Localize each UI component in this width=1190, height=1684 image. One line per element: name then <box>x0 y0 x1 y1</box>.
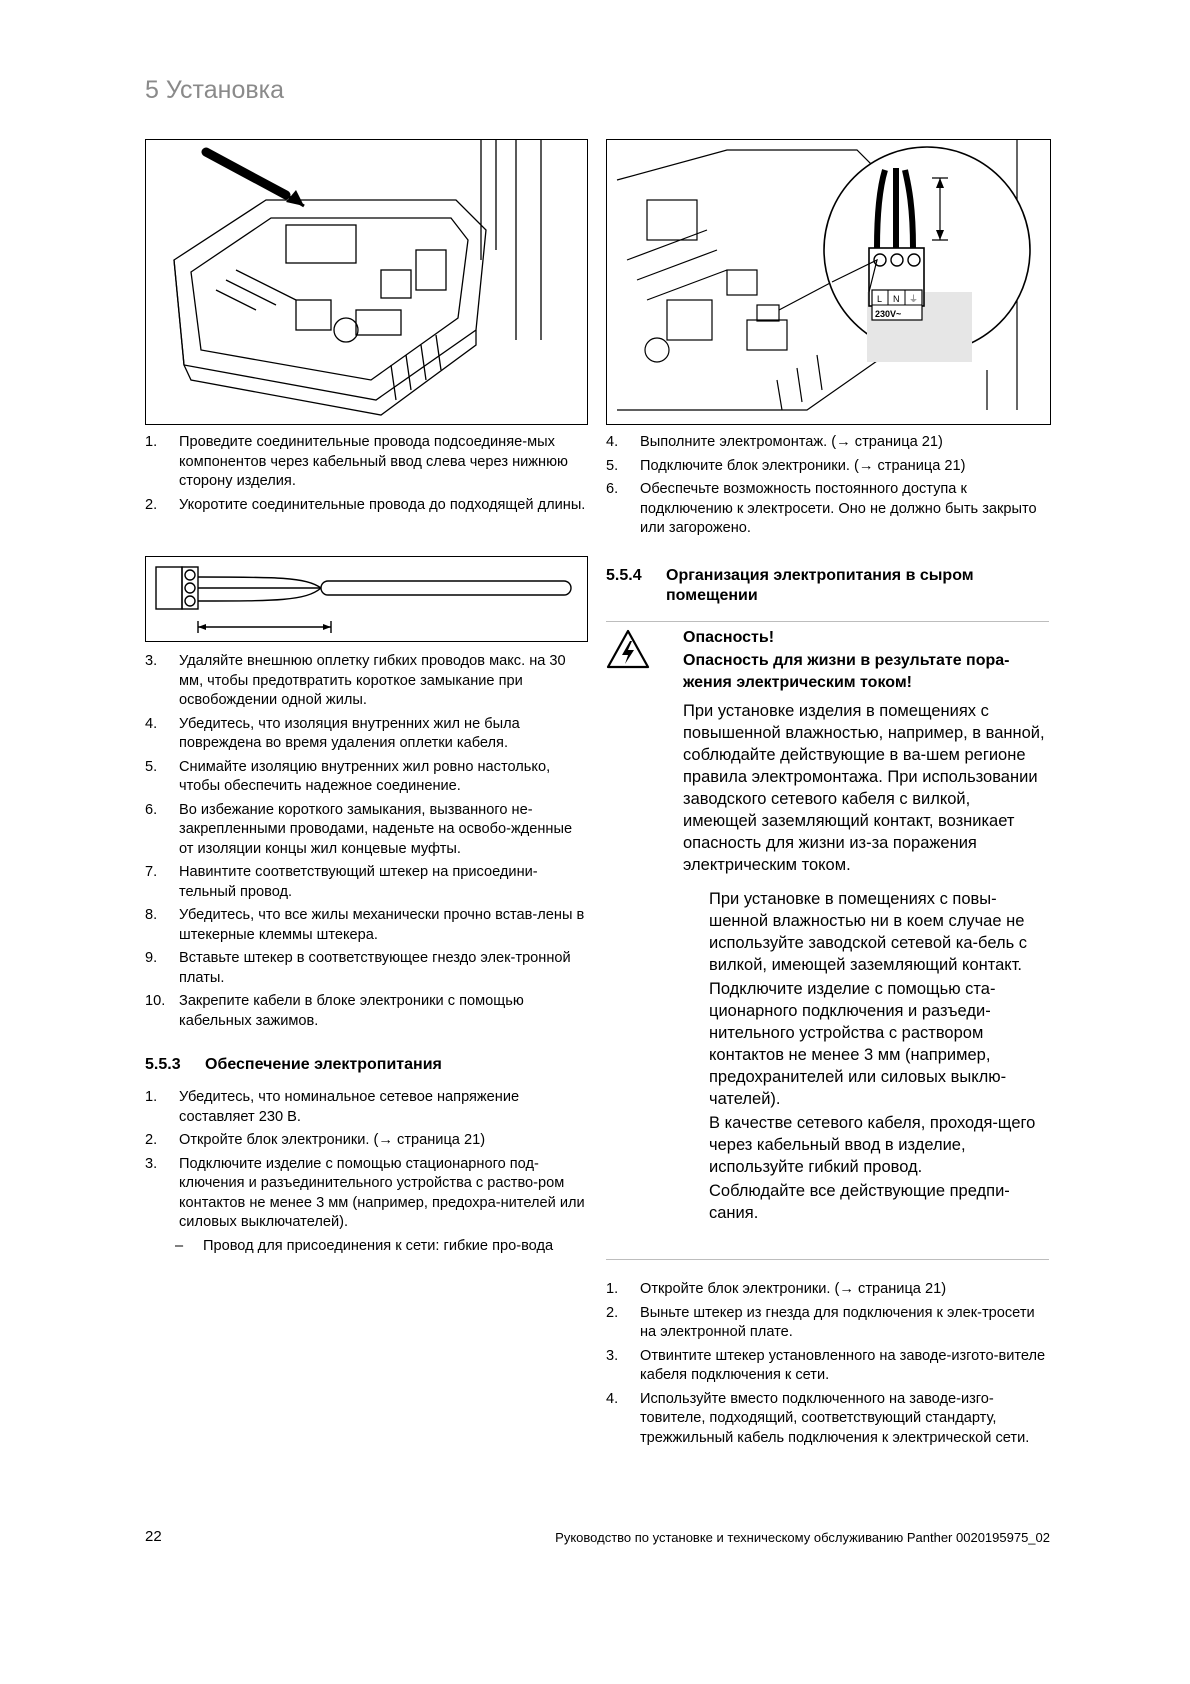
steps-list-e <box>606 1280 1050 1452</box>
list-item: 2. Укоротите соединительные провода до подходящей длины. <box>145 496 586 513</box>
warning-sub-item: Соблюдайте все действующие предпи-сания. <box>709 1182 1010 1222</box>
terminal-label-earth: ⏚ <box>909 294 919 304</box>
figure-terminal-block <box>606 139 1051 425</box>
list-item: 8. Убедитесь, что все жилы механически прочно встав-лены в штекерные клеммы штекера. <box>145 907 585 943</box>
list-item: 4. Убедитесь, что изоляция внутренних жил не была повреждена во время удаления оплетки кабеля. <box>145 715 520 751</box>
list-item: 3. Удаляйте внешнюю оплетку гибких проводов макс. на 30 мм, чтобы предотвратить короткое замыкание при освобождении одной жилы. <box>145 653 566 708</box>
document-reference: Руководство по установке и техническому обслуживанию Panther 0020195975_02 <box>555 1530 1050 1545</box>
sub-list-item: – Провод для присоединения к сети: гибкие про-вода <box>175 1237 554 1254</box>
terminal-label-l: L <box>877 294 883 304</box>
warning-sub-list <box>709 888 1047 1226</box>
chapter-title: 5 Установка <box>145 76 285 104</box>
warning-title: Опасность для жизни в результате пора-жения электрическим током! <box>683 652 1010 691</box>
steps-list-c <box>145 1088 587 1260</box>
steps-list-a <box>145 433 587 519</box>
warning-paragraph: При установке изделия в помещениях с повышенной влажностью, например, в ванной, соблюдайте действующие в ва-шем регионе правила электромонтажа. При использовании заводского сетевого кабеля с вилкой, имеющей заземляющий контакт, возникает опасность для жизни из-за поражения электрическим током. <box>683 702 1045 874</box>
list-item: 1. Проведите соединительные провода подсоединяе-мых компонентов через кабельный ввод слева через нижнюю сторону изделия. <box>145 434 568 489</box>
list-item: 6. Во избежание короткого замыкания, вызванного не-закрепленными проводами, наденьте на освобо-жденные от изоляции концы жил концевые муфты. <box>145 801 573 857</box>
warning-signal-word: Опасность! <box>683 629 775 646</box>
warning-sub-item: При установке в помещениях с повы-шенной влажностью ни в коем случае не используйте заводской сетевой ка-бель с вилкой, имеющей заземляющий контакт. <box>709 890 1028 974</box>
list-item: 1. Откройте блок электроники. (→ страница 21) <box>606 1281 947 1297</box>
warning-bottom-rule <box>606 1259 1049 1260</box>
list-item: 4. Выполните электромонтаж. (→ страница 21) <box>606 434 943 450</box>
list-item: 5. Подключите блок электроники. (→ страница 21) <box>606 457 966 474</box>
page-number: 22 <box>145 1528 162 1545</box>
warning-sub-item: Подключите изделие с помощью ста-ционарного подключения и разъеди-нительного устройства с раствором контактов не менее 3 мм (например, предохранителей или силовых выклю-чателей). <box>709 980 1007 1108</box>
electronics-box-drawing <box>146 140 587 424</box>
list-item: 3. Отвинтите штекер установленного на заводе-изгото-вителе кабеля подключения к сети. <box>606 1347 1046 1383</box>
list-item: 1. Убедитесь, что номинальное сетевое напряжение составляет 230 В. <box>145 1089 520 1125</box>
terminal-block-drawing <box>607 140 1050 424</box>
warning-top-rule <box>606 621 1049 622</box>
list-item: 4. Используйте вместо подключенного на заводе-изго-товителе, подходящий, соответствующий стандарту, трежжильный кабель подключения к электрической сети. <box>606 1390 1030 1446</box>
list-item: 2. Выньте штекер из гнезда для подключения к элек-тросети на электронной плате. <box>606 1304 1035 1340</box>
list-item: 3. Подключите изделие с помощью стационарного под-ключения и разъединительного устройства с раство-ром контактов не менее 3 мм (например, предохра-нителей или силовых выключателей). <box>145 1155 585 1230</box>
voltage-label: 230V~ <box>875 309 902 319</box>
steps-list-b <box>145 652 587 1035</box>
list-item: 7. Навинтите соответствующий штекер на присоедини-тельный провод. <box>145 864 538 900</box>
list-item: 5. Снимайте изоляцию внутренних жил ровно настолько, чтобы обеспечить надежное соединение. <box>145 758 551 794</box>
cable-arrow-body <box>206 152 286 195</box>
figure-electronics-box <box>145 139 588 425</box>
warning-sub-item: В качестве сетевого кабеля, проходя-щего через кабельный ввод в изделие, используйте гибкий провод. <box>709 1114 1036 1176</box>
cable-strip-drawing <box>146 557 587 641</box>
warning-body <box>683 700 1045 878</box>
list-item: 6. Обеспечьте возможность постоянного доступа к подключению к электросети. Оно не должно быть закрыто или загорожено. <box>606 481 1037 536</box>
section-heading-554: 5.5.4 Организация электропитания в сыром помещении <box>606 567 974 604</box>
list-item: 9. Вставьте штекер в соответствующее гнездо элек-тронной платы. <box>145 950 571 986</box>
terminal-label-n: N <box>893 294 900 304</box>
section-heading-553: 5.5.3 Обеспечение электропитания <box>145 1056 442 1073</box>
figure-cable-strip <box>145 556 588 642</box>
list-item: 10. Закрепите кабели в блоке электроники с помощью кабельных зажимов. <box>145 993 524 1029</box>
danger-icon <box>606 628 650 670</box>
steps-list-d <box>606 433 1050 543</box>
list-item: 2. Откройте блок электроники. (→ страница 21) <box>145 1132 486 1148</box>
